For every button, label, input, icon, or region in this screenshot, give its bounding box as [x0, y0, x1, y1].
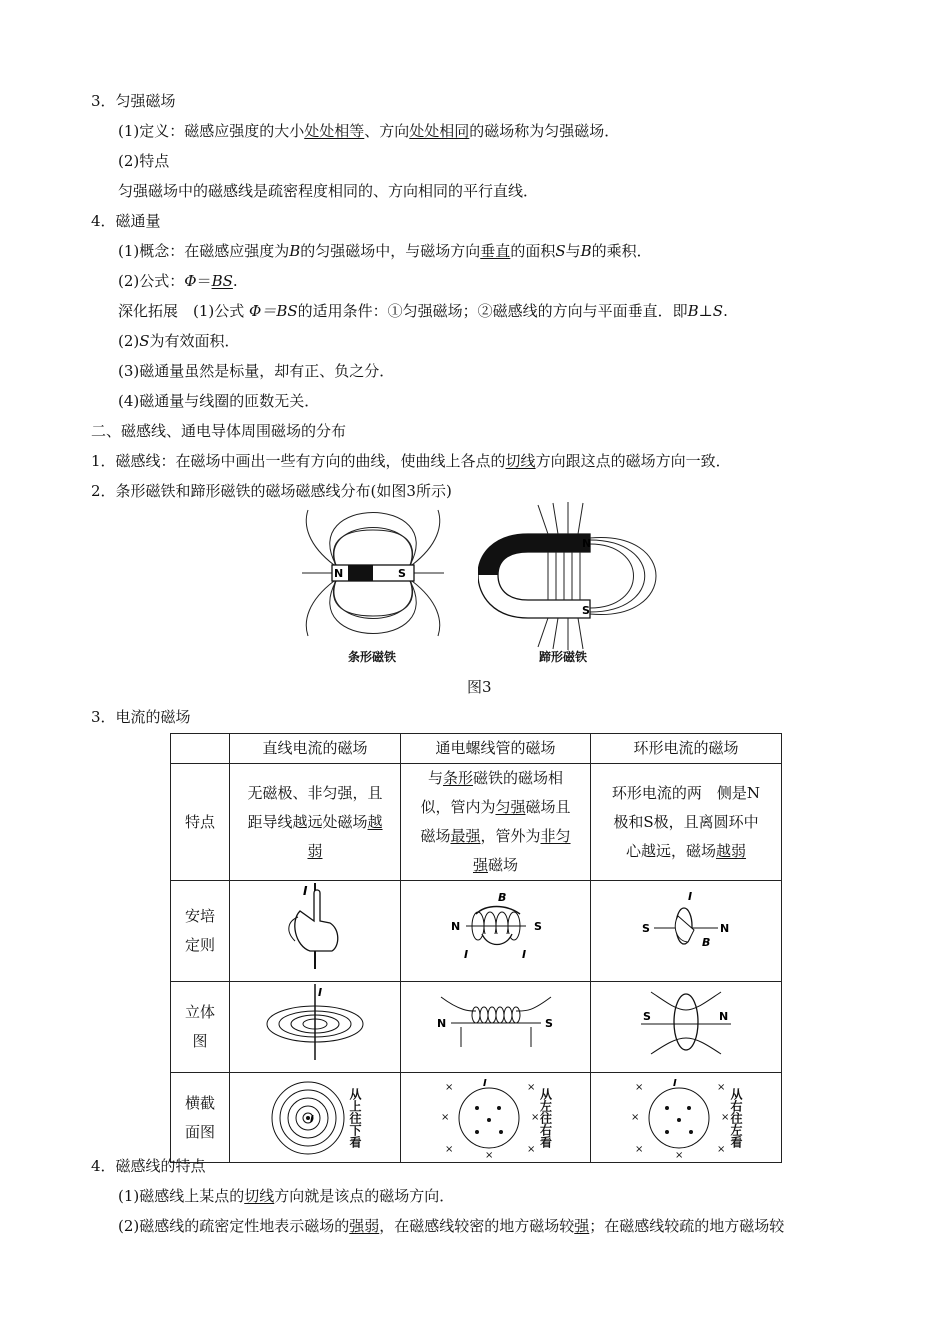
svg-text:I: I	[303, 884, 308, 898]
field-line-features-title: 4．磁感线的特点	[91, 1157, 206, 1175]
turns-line: (4)磁通量与线圈的匝数无关．	[118, 392, 320, 410]
feature-title: (2)特点	[118, 152, 170, 170]
svg-text:×: ×	[484, 1149, 493, 1158]
row-label-feature: 特点	[171, 764, 230, 881]
cross-solenoid-img	[401, 1073, 591, 1163]
view-label-top: 从上往下看	[348, 1087, 362, 1148]
table-header-loop: 环形电流的磁场	[591, 734, 782, 764]
cross-loop-img	[591, 1073, 782, 1163]
extension-line: 深化拓展 (1)公式 Φ＝BS的适用条件：①匀强磁场；②磁感线的方向与平面垂直．即B⊥S.	[118, 302, 728, 320]
svg-text:S: S	[544, 1017, 553, 1030]
svg-text:N: N	[719, 1010, 729, 1023]
section-title-uniform-field: 3．匀强磁场	[91, 92, 176, 110]
table-header-straight: 直线电流的磁场	[230, 734, 401, 764]
svg-text:×: ×	[530, 1111, 539, 1123]
svg-text:S: S	[643, 1010, 651, 1023]
table-header-solenoid: 通电螺线管的磁场	[401, 734, 591, 764]
bar-magnet-figure	[298, 505, 448, 645]
svg-text:×: ×	[526, 1081, 535, 1093]
straight-3d-icon	[260, 982, 370, 1062]
svg-text:I: I	[310, 1113, 314, 1125]
definition-line: (1)定义：磁感应强度的大小处处相等、方向处处相同的磁场称为匀强磁场．	[118, 122, 620, 140]
right-hand-loop-icon	[636, 886, 736, 966]
right-hand-straight-icon	[270, 881, 360, 971]
svg-text:×: ×	[526, 1143, 535, 1155]
table-header-blank	[171, 734, 230, 764]
svg-text:N: N	[436, 1017, 446, 1030]
3d-loop-img	[591, 982, 782, 1073]
part2-title: 二、磁感线、通电导体周围磁场的分布	[91, 422, 347, 440]
svg-text:I: I	[318, 986, 323, 999]
3d-solenoid-img	[401, 982, 591, 1073]
straight-cross-icon	[268, 1078, 348, 1158]
flux-formula: (2)公式：Φ＝BS.	[118, 272, 238, 290]
loop-3d-icon	[631, 982, 741, 1062]
svg-text:N: N	[720, 922, 730, 935]
horseshoe-caption: 蹄形磁铁	[539, 650, 588, 664]
svg-text:×: ×	[440, 1111, 449, 1123]
feature-loop: 环形电流的两 侧是N 极和S极，且离圆环中 心越远，磁场越弱	[591, 764, 782, 881]
tangent-line: (1)磁感线上某点的切线方向就是该点的磁场方向．	[118, 1187, 455, 1205]
feature-solenoid: 与条形磁铁的磁场相 似，管内为匀强磁场且 磁场最强，管外为非匀 强磁场	[401, 764, 591, 881]
ampere-solenoid-img	[401, 881, 591, 982]
flux-concept: (1)概念：在磁感应强度为B的匀强磁场中，与磁场方向垂直的面积S与B的乘积．	[118, 242, 652, 260]
svg-text:I: I	[463, 948, 468, 961]
effective-area-line: (2)S为有效面积．	[118, 332, 240, 350]
loop-cross-icon	[629, 1078, 729, 1158]
field-line-def: 1．磁感线：在磁场中画出一些有方向的曲线，使曲线上各点的切线方向跟这点的磁场方向一致．	[91, 452, 731, 470]
svg-text:×: ×	[717, 1081, 726, 1093]
svg-text:×: ×	[635, 1081, 644, 1093]
section-title-flux: 4．磁通量	[91, 212, 161, 230]
current-field-table	[170, 733, 782, 1163]
svg-text:×: ×	[444, 1081, 453, 1093]
row-label-ampere: 安培 定则	[171, 881, 230, 982]
current-field-title: 3．电流的磁场	[91, 708, 191, 726]
ampere-straight-img	[230, 881, 401, 982]
solenoid-3d-icon	[431, 987, 561, 1057]
svg-text:×: ×	[635, 1143, 644, 1155]
svg-text:B: B	[497, 891, 506, 904]
right-hand-solenoid-icon	[436, 886, 556, 966]
svg-text:I: I	[482, 1077, 487, 1089]
feature-straight: 无磁极、非匀强，且 距导线越远处磁场越 弱	[230, 764, 401, 881]
svg-text:S: S	[533, 920, 542, 933]
horse-s-label: S	[582, 604, 590, 617]
svg-text:S: S	[642, 922, 650, 935]
svg-text:I: I	[673, 1077, 677, 1089]
3d-straight-img	[230, 982, 401, 1073]
svg-text:×: ×	[675, 1149, 684, 1158]
feature-text: 匀强磁场中的磁感线是疏密程度相同的、方向相同的平行直线．	[118, 182, 539, 200]
ampere-loop-img	[591, 881, 782, 982]
svg-text:I: I	[521, 948, 526, 961]
svg-text:N: N	[450, 920, 460, 933]
row-label-cross: 横截 面图	[171, 1073, 230, 1163]
view-label-left: 从左往右看	[538, 1087, 553, 1148]
figure-label: 图3	[467, 678, 492, 696]
svg-text:×: ×	[721, 1111, 729, 1123]
row-label-3d: 立体 图	[171, 982, 230, 1073]
magnet-line: 2．条形磁铁和蹄形磁铁的磁场磁感线分布(如图3所示)	[91, 482, 452, 500]
horseshoe-magnet-figure	[478, 500, 658, 650]
svg-text:B: B	[702, 936, 711, 949]
svg-text:×: ×	[631, 1111, 640, 1123]
view-label-right: 从右往左看	[729, 1087, 743, 1148]
solenoid-cross-icon	[439, 1078, 539, 1158]
svg-text:I: I	[688, 890, 693, 903]
svg-text:×: ×	[717, 1143, 726, 1155]
horse-n-label: N	[582, 537, 592, 550]
scalar-line: (3)磁通量虽然是标量，却有正、负之分．	[118, 362, 395, 380]
bar-n-label: N	[334, 567, 344, 580]
density-line: (2)磁感线的疏密定性地表示磁场的强弱，在磁感线较密的地方磁场较强；在磁感线较疏的地方磁场较	[118, 1217, 785, 1235]
bar-s-label: S	[398, 567, 406, 580]
bar-magnet-caption: 条形磁铁	[348, 650, 397, 664]
svg-text:×: ×	[444, 1143, 453, 1155]
cross-straight-img	[230, 1073, 401, 1163]
